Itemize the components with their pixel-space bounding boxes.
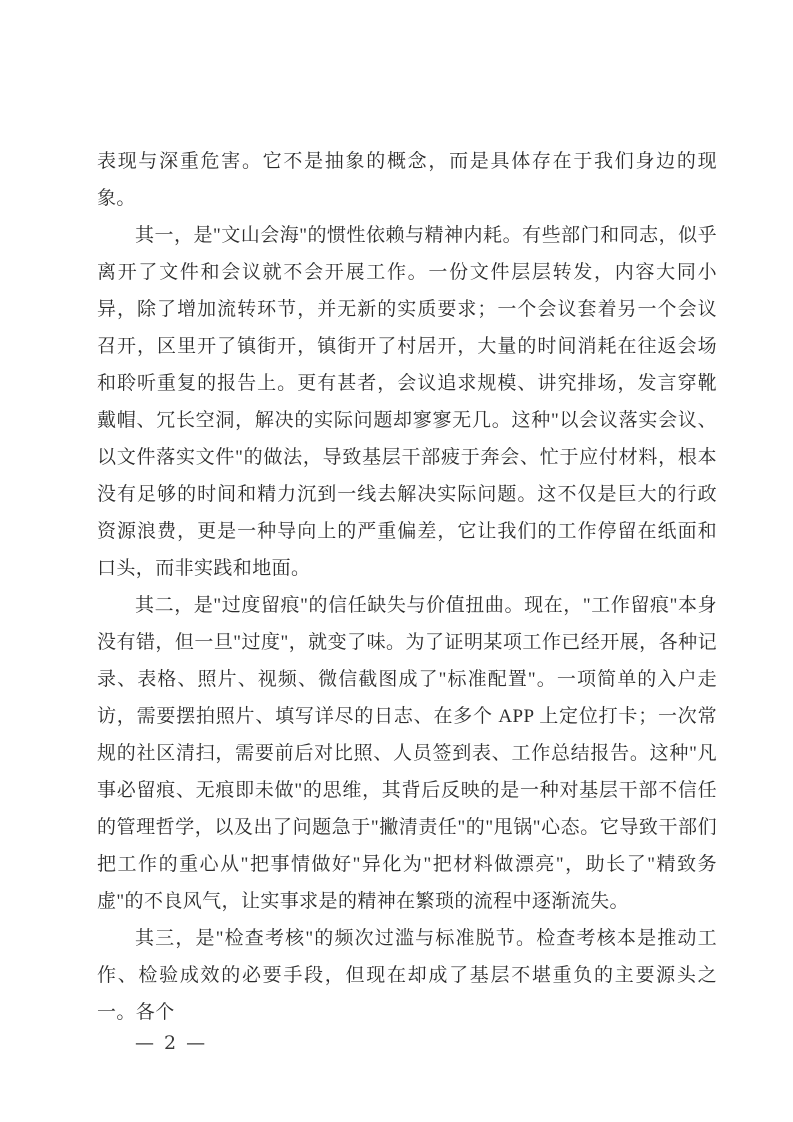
paragraph-point-three: 其三，是"检查考核"的频次过滥与标准脱节。检查考核本是推动工作、检验成效的必要手段，但现在却成了基层不堪重负的主要源头之一。各个 [97, 928, 717, 1023]
paragraph-point-two: 其二，是"过度留痕"的信任缺失与价值扭曲。现在，"工作留痕"本身没有错，但一旦"过度"，就变了味。为了证明某项工作已经开展，各种记录、表格、照片、视频、微信截图成了"标准配置"。一项简单的入户走访，需要摆拍照片、填写详尽的日志、在多个 APP 上定位打卡；一次常规的社区清扫，需要前后对比照、人员签到表、工作总结报告。这种"凡事必留痕、无痕即未做"的思维，其背后反映的是一种对基层干部不信任的管理哲学，以及出了问题急于"撇清责任"的"甩锅"心态。它导致干部们把工作的重心从"把事情做好"异化为"把材料做漂亮"，助长了"精致务虚"的不良风气，让实事求是的精神在繁琐的流程中逐渐流失。 [97, 595, 717, 912]
document-body [97, 143, 717, 1031]
paragraph-continuation: 表现与深重危害。它不是抽象的概念，而是具体存在于我们身边的现象。 [97, 151, 717, 209]
page-number: — 2 — [135, 1032, 208, 1054]
paragraph-point-one: 其一，是"文山会海"的惯性依赖与精神内耗。有些部门和同志，似乎离开了文件和会议就不会开展工作。一份文件层层转发，内容大同小异，除了增加流转环节，并无新的实质要求；一个会议套着另一个会议召开，区里开了镇街开，镇街开了村居开，大量的时间消耗在往返会场和聆听重复的报告上。更有甚者，会议追求规模、讲究排场，发言穿靴戴帽、冗长空洞，解决的实际问题却寥寥无几。这种"以会议落实会议、以文件落实文件"的做法，导致基层干部疲于奔会、忙于应付材料，根本没有足够的时间和精力沉到一线去解决实际问题。这不仅是巨大的行政资源浪费，更是一种导向上的严重偏差，它让我们的工作停留在纸面和口头，而非实践和地面。 [97, 225, 717, 579]
